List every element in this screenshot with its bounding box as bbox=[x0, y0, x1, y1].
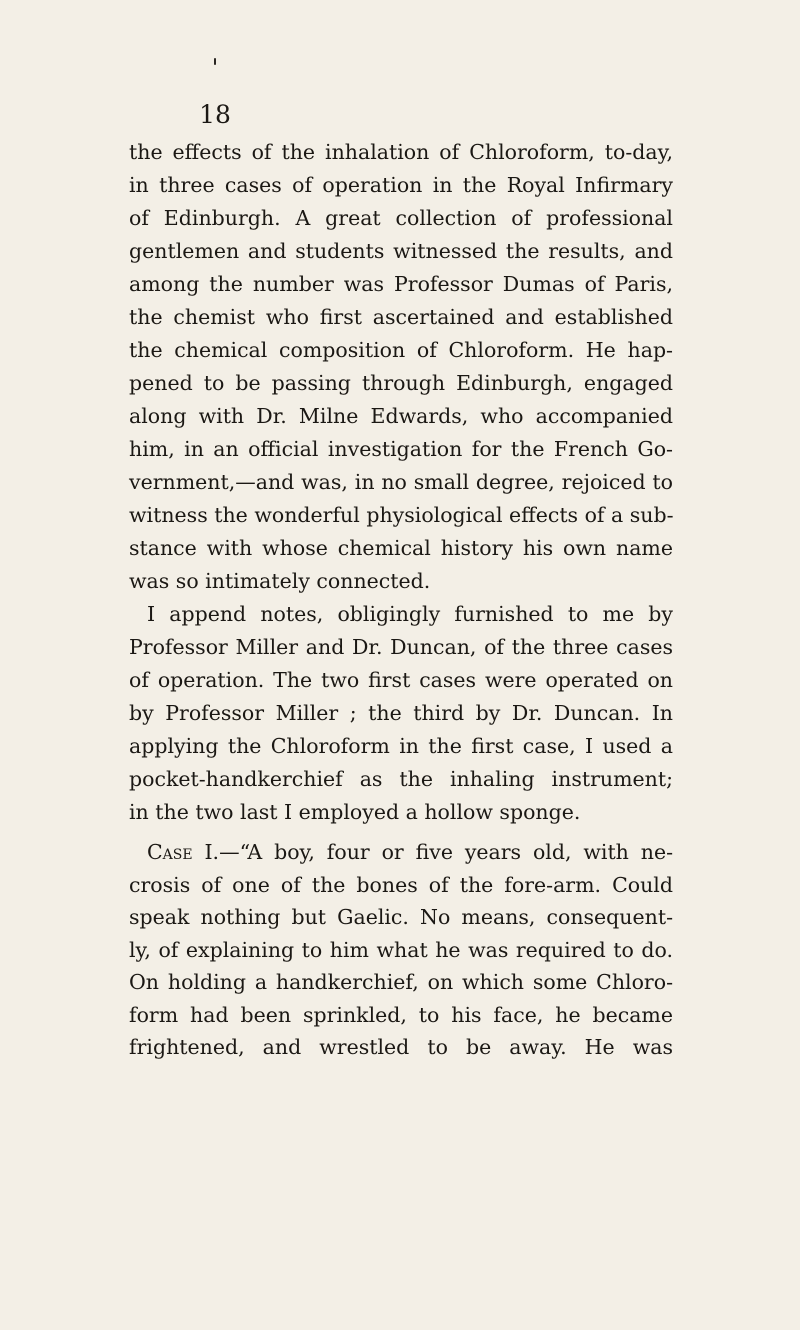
text-line: vernment,—and was, in no small degree, rejoiced to bbox=[129, 470, 673, 494]
text-line: gentlemen and students witnessed the results, and bbox=[129, 239, 673, 263]
text-line: crosis of one of the bones of the fore-arm. Could bbox=[129, 872, 673, 897]
text-line: Professor Miller and Dr. Duncan, of the three cases bbox=[129, 635, 673, 659]
text-line: among the number was Professor Dumas of Paris, bbox=[129, 272, 673, 296]
text-line bbox=[129, 836, 673, 869]
text-line: was so intimately connected. bbox=[129, 569, 431, 593]
text-line: applying the Chloroform in the first case, I used a bbox=[129, 734, 673, 758]
page-number: 18 bbox=[199, 100, 231, 129]
body-text bbox=[129, 136, 673, 829]
text-line: ly, of explaining to him what he was required to do. bbox=[129, 937, 673, 962]
text-line: form had been sprinkled, to his face, he became bbox=[129, 1002, 673, 1027]
text-line: him, in an official investigation for the French Go- bbox=[129, 437, 673, 461]
text-line: in the two last I employed a hollow sponge. bbox=[129, 800, 581, 824]
text-line: the effects of the inhalation of Chloroform, to-day, bbox=[129, 140, 673, 164]
case-heading: Case I. bbox=[147, 840, 220, 864]
case-text: —“A boy, four or five years old, with ne- bbox=[219, 840, 674, 864]
text-line: pened to be passing through Edinburgh, engaged bbox=[129, 371, 673, 395]
text-line: frightened, and wrestled to be away. He was bbox=[129, 1035, 673, 1059]
text-line: speak nothing but Gaelic. No means, consequent- bbox=[129, 905, 673, 929]
ink-speck bbox=[214, 58, 216, 65]
text-line: witness the wonderful physiological effects of a sub- bbox=[129, 503, 674, 527]
text-line: the chemist who first ascertained and established bbox=[129, 305, 673, 329]
text-line: in three cases of operation in the Royal Infirmary bbox=[129, 173, 673, 197]
text-line: of operation. The two first cases were operated on bbox=[129, 668, 673, 692]
text-line: of Edinburgh. A great collection of professional bbox=[129, 206, 673, 230]
case-one bbox=[129, 836, 673, 1064]
text-line: along with Dr. Milne Edwards, who accompanied bbox=[129, 404, 673, 428]
text-line: pocket-handkerchief as the inhaling instrument; bbox=[129, 767, 673, 791]
text-line: stance with whose chemical history his own name bbox=[129, 536, 673, 560]
text-line: by Professor Miller ; the third by Dr. Duncan. In bbox=[129, 701, 673, 725]
text-line: On holding a handkerchief, on which some Chloro- bbox=[129, 970, 673, 994]
text-line: the chemical composition of Chloroform. He hap- bbox=[129, 338, 673, 362]
text-line: I append notes, obligingly furnished to me by bbox=[147, 602, 673, 626]
